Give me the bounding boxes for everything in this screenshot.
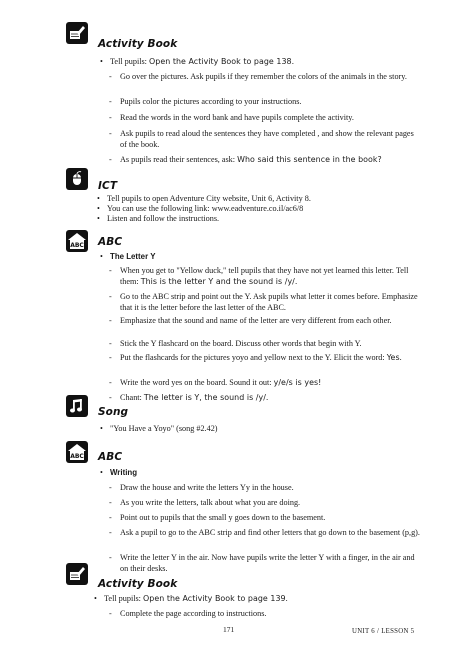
step-item: - Write the letter Y in the air. Now have pupils write the letter Y with a finger, in the air and on their desks. [109,553,415,573]
step-item: - Go over the pictures. Ask pupils if they remember the colors of the animals in the story. [109,72,407,81]
step-item: - Go to the ABC strip and point out the Y. Ask pupils what letter it comes before. Emphasize that it is the letter before the last letter of the ABC. [109,292,418,312]
step-item: - Ask a pupil to go to the ABC strip and find other letters that go down to the basement (p,g). [109,528,420,537]
abc-subtitle: • Writing [100,468,138,477]
abc-house-icon [66,230,88,252]
step-item: - Write the word yes on the board. Sound it out: y/e/s is yes! [109,378,322,387]
step-item: - Emphasize that the sound and name of the letter are very different from each other. [109,316,392,325]
step-item: - Draw the house and write the letters Yy in the house. [109,483,294,492]
step-item: - Pupils color the pictures according to your instructions. [109,97,302,106]
ict-bullet: • Tell pupils to open Adventure City website, Unit 6, Activity 8. [97,194,311,203]
book-pencil-icon [66,22,88,44]
step-item: - Put the flashcards for the pictures yoyo and yellow next to the Y. Elicit the word: Yes. [109,353,402,362]
step-item: - Complete the page according to instructions. [109,609,267,618]
ict-bullet: • You can use the following link: www.eadventure.co.il/ac6/8 [97,204,304,213]
song-title: Song [98,406,129,418]
activity-book-bullet: • Tell pupils: Open the Activity Book to page 139. [94,594,288,603]
music-note-icon [66,395,88,417]
svg-text:ABC: ABC [70,242,84,249]
abc-house-icon [66,441,88,463]
svg-text:ABC: ABC [70,453,84,460]
song-bullet: • "You Have a Yoyo" (song #2.42) [100,424,218,433]
step-item: - As you write the letters, talk about what you are doing. [109,498,301,507]
step-item: - As pupils read their sentences, ask: Who said this sentence in the book? [109,155,382,164]
activity-book-bullet: • Tell pupils: Open the Activity Book to page 138. [100,57,295,66]
abc-title: ABC [98,451,123,463]
step-item: - When you get to "Yellow duck," tell pupils that they have not yet learned this letter. Tell them: This is the letter Y and the sound is /y/. [109,266,409,286]
ict-title: ICT [98,180,118,192]
abc-subtitle: • The Letter Y [100,252,156,261]
page-number: 171 [223,625,235,634]
abc-title: ABC [98,236,123,248]
step-item: - Stick the Y flashcard on the board. Discuss other words that begin with Y. [109,339,362,348]
mouse-icon [66,168,88,190]
step-item: - Chant: The letter is Y, the sound is /y/. [109,393,269,402]
activity-book-title: Activity Book [98,578,178,590]
ict-bullet: • Listen and follow the instructions. [97,214,220,223]
step-item: - Read the words in the word bank and have pupils complete the activity. [109,113,354,122]
unit-lesson-label: UNIT 6 / LESSON 5 [352,628,415,635]
step-item: - Point out to pupils that the small y goes down to the basement. [109,513,326,522]
activity-book-title: Activity Book [98,38,178,50]
book-pencil-icon [66,563,88,585]
step-item: - Ask pupils to read aloud the sentences they have completed , and show the relevant pages of the book. [109,129,414,149]
